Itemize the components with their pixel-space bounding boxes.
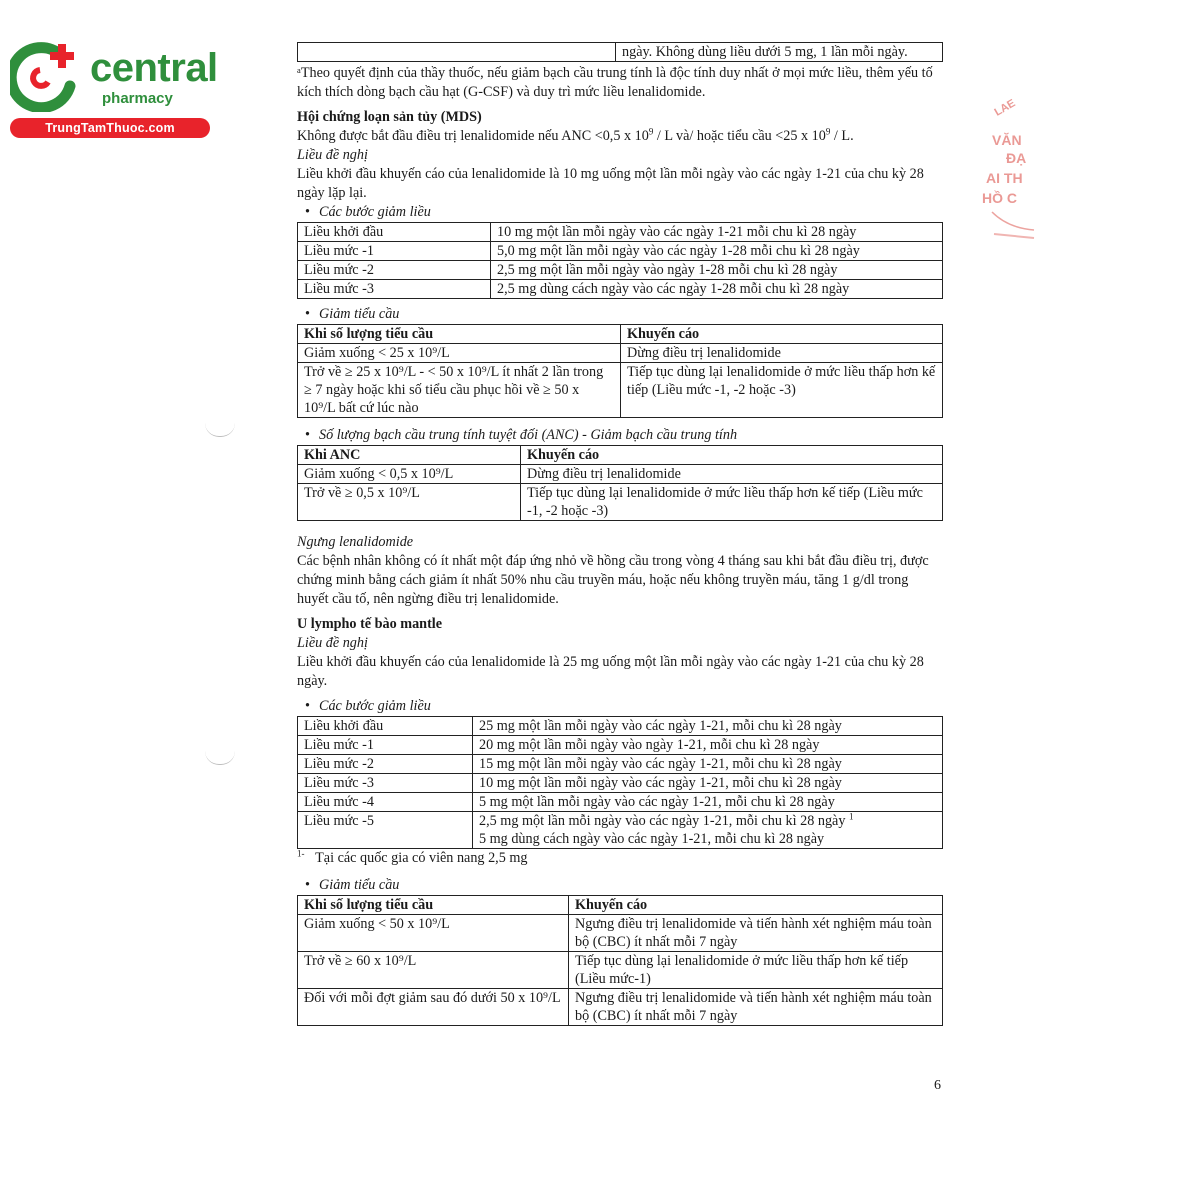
table-cell: 5,0 mg một lần mỗi ngày vào các ngày 1-28 mỗi chu kì 28 ngày <box>491 242 943 261</box>
table-cell: 10 mg một lần mỗi ngày vào các ngày 1-21, mỗi chu kì 28 ngày <box>473 774 943 793</box>
text: 9 <box>648 126 654 137</box>
text: / L. <box>830 128 854 144</box>
anc-label: • Số lượng bạch cầu trung tính tuyệt đối (ANC) - Giảm bạch cầu trung tính <box>297 426 943 445</box>
table-row <box>298 774 943 793</box>
table-cell: Ngưng điều trị lenalidomide và tiến hành xét nghiệm máu toàn bộ (CBC) ít nhất mỗi 7 ngày <box>569 989 943 1026</box>
table-header-cell: Khuyến cáo <box>521 446 943 465</box>
table-cell <box>298 43 616 62</box>
table-cell: Trở về ≥ 60 x 10⁹/L <box>298 952 569 989</box>
table-row <box>298 915 943 952</box>
table-row <box>298 465 943 484</box>
logo-name: central <box>90 46 218 90</box>
text: 2,5 mg một lần mỗi ngày vào các ngày 1-21, mỗi chu kì 28 ngày <box>479 813 846 829</box>
stamp-ring-icon <box>988 210 1038 240</box>
table-row <box>298 261 943 280</box>
table-cell: ngày. Không dùng liều dưới 5 mg, 1 lần mỗi ngày. <box>616 43 943 62</box>
table-cell: Liều mức -1 <box>298 242 491 261</box>
punch-mark <box>205 422 235 437</box>
table-cell: Dừng điều trị lenalidomide <box>621 344 943 363</box>
table-header-cell: Khuyến cáo <box>621 325 943 344</box>
punch-mark <box>205 750 235 765</box>
platelet-label: • Giảm tiểu cầu <box>297 305 943 324</box>
red-seal-stamp <box>982 92 1042 252</box>
table-cell: Dừng điều trị lenalidomide <box>521 465 943 484</box>
recommended-dose-text: Liều khởi đầu khuyến cáo của lenalidomide là 25 mg uống một lần mỗi ngày vào các ngày 1-21 của chu kỳ 28 ngày. <box>297 654 924 689</box>
table-cell: Tiếp tục dùng lại lenalidomide ở mức liều thấp hơn kế tiếp (Liều mức -1, -2 hoặc -3) <box>521 484 943 521</box>
dose-reduction-label: • Các bước giảm liều <box>297 697 943 716</box>
stop-lenalidomide-text: Các bệnh nhân không có ít nhất một đáp ứng nhỏ về hồng cầu trong vòng 4 tháng sau khi bắt đầu điều trị, được chứng minh bằng cách giảm ít nhất 50% nhu cầu truyền máu, hoặc nếu không truyền máu, tăng 1 g/dl trong huyết cầu tố, nên ngừng điều trị lenalidomide. <box>297 553 929 607</box>
table-cell: Liều mức -4 <box>298 793 473 812</box>
table-header-cell: Khi ANC <box>298 446 521 465</box>
text: 5 mg dùng cách ngày vào các ngày 1-21, mỗi chu kì 28 ngày <box>479 831 825 847</box>
table-cell: Trở về ≥ 25 x 10⁹/L - < 50 x 10⁹/L ít nhất 2 lần trong ≥ 7 ngày hoặc khi số tiểu cầu phục hồi về ≥ 50 x 10⁹/L bất cứ lúc nào <box>298 363 621 418</box>
section-heading-mcl: U lympho tế bào mantle <box>297 616 443 632</box>
mds-dose-reduction-table <box>297 222 943 299</box>
table-row <box>298 755 943 774</box>
table-header-cell: Khi số lượng tiểu cầu <box>298 325 621 344</box>
table-cell: 10 mg một lần mỗi ngày vào các ngày 1-21 mỗi chu kì 28 ngày <box>491 223 943 242</box>
footnote-1 <box>297 849 943 868</box>
stamp-text: VĂN <box>992 132 1022 148</box>
table-cell: Tiếp tục dùng lại lenalidomide ở mức liều thấp hơn kế tiếp (Liều mức-1) <box>569 952 943 989</box>
table-row <box>298 363 943 418</box>
footnote-a: ᵃTheo quyết định của thầy thuốc, nếu giảm bạch cầu trung tính là độc tính duy nhất ở mọi mức liều, thêm yếu tố kích thích dòng bạch cầu hạt (G-CSF) và duy trì mức liều lenalidomide. <box>297 65 933 100</box>
logo-subtitle: pharmacy <box>102 90 173 107</box>
table-header-cell: Khi số lượng tiểu cầu <box>298 896 569 915</box>
recommended-dose-label: Liều đề nghị <box>297 635 368 651</box>
table-row <box>298 989 943 1026</box>
text: 9 <box>825 126 831 137</box>
table-cell: 2,5 mg một lần mỗi ngày vào ngày 1-28 mỗi chu kì 28 ngày <box>491 261 943 280</box>
footnote-mark: 1- <box>297 848 305 859</box>
recommended-dose-label: Liều đề nghị <box>297 147 368 163</box>
table-row <box>298 952 943 989</box>
page-number: 6 <box>934 1078 941 1093</box>
mcl-dose-reduction-table <box>297 716 943 849</box>
recommended-dose-text: Liều khởi đầu khuyến cáo của lenalidomide là 10 mg uống một lần mỗi ngày vào các ngày 1-21 của chu kỳ 28 ngày lặp lại. <box>297 166 924 201</box>
table-row <box>298 280 943 299</box>
table-cell: Liều mức -5 <box>298 812 473 849</box>
table-row <box>298 223 943 242</box>
table-cell: Liều khởi đầu <box>298 717 473 736</box>
table-cell: Ngưng điều trị lenalidomide và tiến hành xét nghiệm máu toàn bộ (CBC) ít nhất mỗi 7 ngày <box>569 915 943 952</box>
pharmacy-cross-logo-icon <box>10 42 84 112</box>
footnote-text: Tại các quốc gia có viên nang 2,5 mg <box>315 850 528 866</box>
stop-lenalidomide-label: Ngưng lenalidomide <box>297 534 414 550</box>
stamp-text: ĐẠ <box>1006 150 1027 166</box>
table-row <box>298 242 943 261</box>
table-row <box>298 736 943 755</box>
table-cell: Liều mức -3 <box>298 280 491 299</box>
logo-url-badge[interactable]: TrungTamThuoc.com <box>10 118 210 138</box>
table-row <box>298 812 943 849</box>
mds-platelet-table <box>297 324 943 418</box>
central-pharmacy-logo <box>10 34 218 139</box>
platelet-label: • Giảm tiểu cầu <box>297 876 943 895</box>
document-page <box>297 42 943 1026</box>
table-header-row <box>298 446 943 465</box>
table-cell: Trở về ≥ 0,5 x 10⁹/L <box>298 484 521 521</box>
table-header-row <box>298 325 943 344</box>
table-row <box>298 344 943 363</box>
stamp-text: LAE <box>992 97 1018 119</box>
table-cell: 2,5 mg dùng cách ngày vào các ngày 1-28 mỗi chu kì 28 ngày <box>491 280 943 299</box>
table-cell: Liều mức -2 <box>298 261 491 280</box>
footnote-ref: 1 <box>848 811 854 822</box>
table-row <box>298 484 943 521</box>
table-cell: Liều khởi đầu <box>298 223 491 242</box>
mcl-platelet-table <box>297 895 943 1026</box>
stamp-text: HỒ C <box>982 190 1017 206</box>
table-cell: 25 mg một lần mỗi ngày vào các ngày 1-21, mỗi chu kì 28 ngày <box>473 717 943 736</box>
top-continuation-table <box>297 42 943 62</box>
table-cell <box>473 812 943 849</box>
table-header-cell: Khuyến cáo <box>569 896 943 915</box>
table-cell: 20 mg một lần mỗi ngày vào ngày 1-21, mỗi chu kì 28 ngày <box>473 736 943 755</box>
table-row <box>298 793 943 812</box>
mds-anc-table <box>297 445 943 521</box>
table-cell: Giảm xuống < 25 x 10⁹/L <box>298 344 621 363</box>
text: / L và/ hoặc tiểu cầu <25 x 10 <box>653 128 826 144</box>
dose-reduction-label: • Các bước giảm liều <box>297 203 943 222</box>
stamp-text: AI TH <box>986 170 1023 186</box>
table-cell: 5 mg một lần mỗi ngày vào các ngày 1-21, mỗi chu kì 28 ngày <box>473 793 943 812</box>
table-cell: Liều mức -1 <box>298 736 473 755</box>
table-cell: Giảm xuống < 50 x 10⁹/L <box>298 915 569 952</box>
table-cell: Tiếp tục dùng lại lenalidomide ở mức liều thấp hơn kế tiếp (Liều mức -1, -2 hoặc -3) <box>621 363 943 418</box>
table-header-row <box>298 896 943 915</box>
table-cell: 15 mg một lần mỗi ngày vào các ngày 1-21, mỗi chu kì 28 ngày <box>473 755 943 774</box>
table-cell: Đối với mỗi đợt giảm sau đó dưới 50 x 10⁹/L <box>298 989 569 1026</box>
section-heading-mds: Hội chứng loạn sản tủy (MDS) <box>297 109 482 125</box>
text: Không được bắt đầu điều trị lenalidomide nếu ANC <0,5 x 10 <box>297 128 649 144</box>
table-cell: Liều mức -3 <box>298 774 473 793</box>
table-row <box>298 717 943 736</box>
table-cell: Giảm xuống < 0,5 x 10⁹/L <box>298 465 521 484</box>
mds-intro <box>297 127 943 146</box>
table-cell: Liều mức -2 <box>298 755 473 774</box>
